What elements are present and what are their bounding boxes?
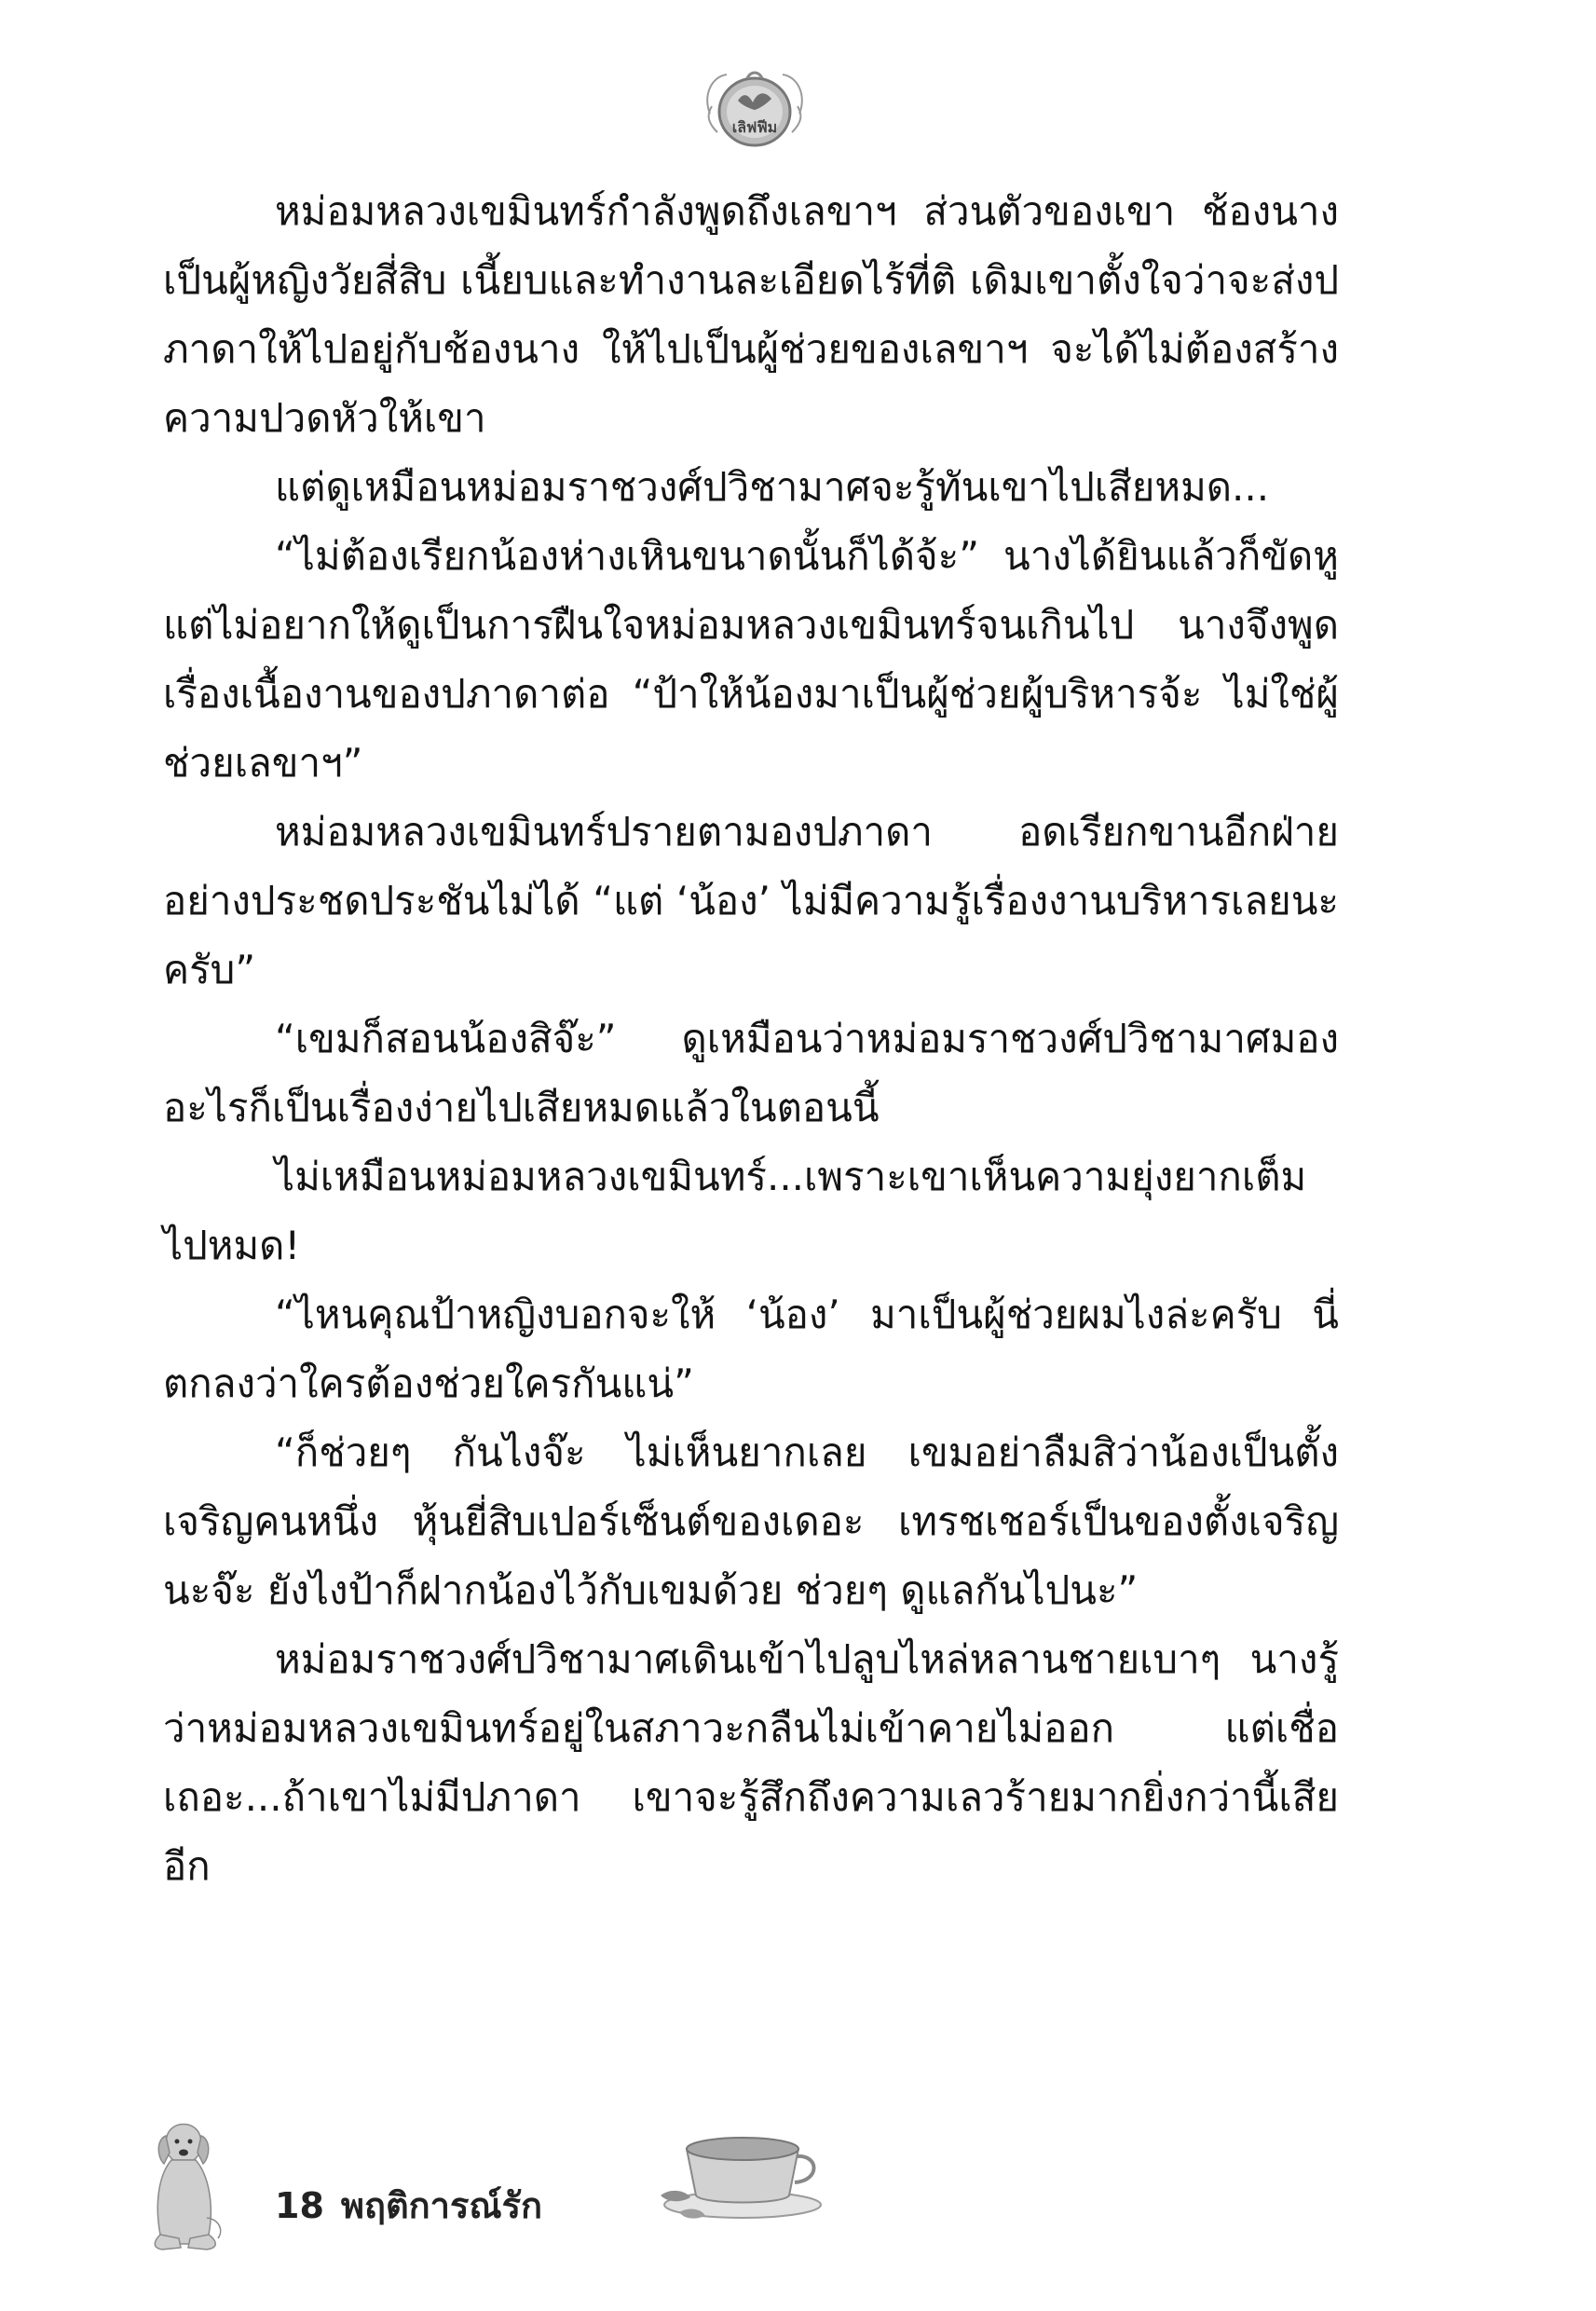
paragraph: “ก็ช่วยๆ กันไงจ๊ะ ไม่เห็นยากเลย เขมอย่าลืมสิว่าน้องเป็นตั้งเจริญคนหนึ่ง หุ้นยี่สิบเปอร์เซ็นต์ของเดอะ เทรชเชอร์เป็นของตั้งเจริญนะจ๊ะ ยังไงป้าก็ฝากน้องไว้กับเขมด้วย ช่วยๆ ดูแลกันไปนะ” — [163, 1429, 1339, 1613]
page-number: 18 — [275, 2185, 324, 2226]
paragraph: ไม่เหมือนหม่อมหลวงเขมินทร์...เพราะเขาเห็นความยุ่งยากเต็มไปหมด! — [163, 1154, 1307, 1268]
paragraph: “ไม่ต้องเรียกน้องห่างเหินขนาดนั้นก็ได้จ้ะ” นางได้ยินแล้วก็ขัดหู แต่ไม่อยากให้ดูเป็นการฝืนใจหม่อมหลวงเขมินทร์จนเกินไป นางจึงพูดเรื่องเนื้องานของปภาดาต่อ “ป้าให้น้องมาเป็นผู้ช่วยผู้บริหารจ้ะ ไม่ใช่ผู้ช่วยเลขาฯ” — [163, 533, 1339, 786]
logo-text: เลิฟฟีม — [731, 118, 778, 136]
paragraph: “ไหนคุณป้าหญิงบอกจะให้ ‘น้อง’ มาเป็นผู้ช่วยผมไงล่ะครับ นี่ตกลงว่าใครต้องช่วยใครกันแน่” — [163, 1292, 1339, 1406]
paragraph: หม่อมราชวงศ์ปวิชามาศเดินเข้าไปลูบไหล่หลานชายเบาๆ นางรู้ว่าหม่อมหลวงเขมินทร์อยู่ในสภาวะกลืนไม่เข้าคายไม่ออก แต่เชื่อเถอะ...ถ้าเขาไม่มีปภาดา เขาจะรู้สึกถึงความเลวร้ายมากยิ่งกว่านี้เสียอีก — [163, 1636, 1339, 1889]
page-footer — [275, 2182, 559, 2229]
dog-illustration — [140, 2115, 228, 2255]
publisher-logo — [699, 58, 811, 158]
book-title: พฤติการณ์รัก — [340, 2185, 543, 2226]
tea-cup-illustration — [648, 2126, 834, 2229]
body-text — [163, 177, 1339, 1901]
paragraph: หม่อมหลวงเขมินทร์ปรายตามองปภาดา อดเรียกขานอีกฝ่ายอย่างประชดประชันไม่ได้ “แต่ ‘น้อง’ ไม่มีความรู้เรื่องงานบริหารเลยนะครับ” — [163, 809, 1339, 992]
paragraph: หม่อมหลวงเขมินทร์กำลังพูดถึงเลขาฯ ส่วนตัวของเขา ช้องนาง เป็นผู้หญิงวัยสี่สิบ เนี้ยบและทำงานละเอียดไร้ที่ติ เดิมเขาตั้งใจว่าจะส่งปภาดาให้ไปอยู่กับช้องนาง ให้ไปเป็นผู้ช่วยของเลขาฯ จะได้ไม่ต้องสร้างความปวดหัวให้เขา — [163, 188, 1339, 441]
paragraph: “เขมก็สอนน้องสิจ๊ะ” ดูเหมือนว่าหม่อมราชวงศ์ปวิชามาศมองอะไรก็เป็นเรื่องง่ายไปเสียหมดแล้วในตอนนี้ — [163, 1016, 1339, 1130]
paragraph: แต่ดูเหมือนหม่อมราชวงศ์ปวิชามาศจะรู้ทันเขาไปเสียหมด... — [275, 464, 1270, 510]
